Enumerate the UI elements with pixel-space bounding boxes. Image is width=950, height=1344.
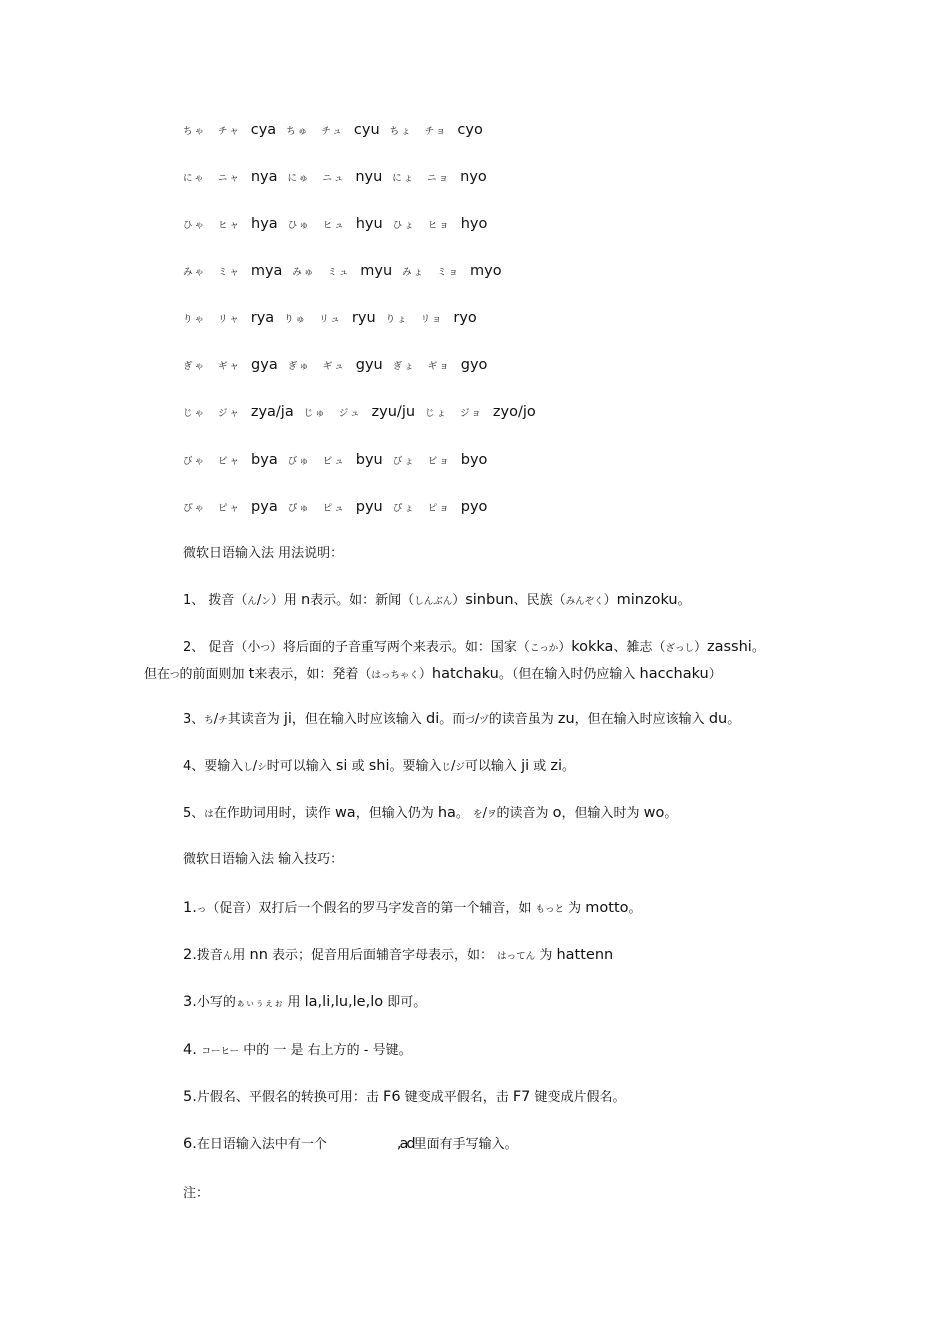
romaji-cell: zyu/ju xyxy=(371,404,416,420)
text: du xyxy=(708,711,728,727)
katakana-cell: チョ xyxy=(424,126,448,137)
hiragana-cell: りゃ xyxy=(183,314,207,325)
text: じ xyxy=(441,762,452,773)
katakana-cell: ミャ xyxy=(218,267,241,278)
text: ぁぃぅぇぉ xyxy=(235,998,284,1009)
text: ji xyxy=(283,711,292,727)
hiragana-cell: みゃ xyxy=(183,267,207,278)
katakana-cell: ニャ xyxy=(217,173,241,184)
note-label: 注： xyxy=(183,1186,210,1201)
text: 。 xyxy=(727,712,741,727)
romaji-cell: rya xyxy=(250,310,275,326)
text: sinbun xyxy=(465,592,514,608)
text: 1、 拨音（ xyxy=(183,593,248,608)
text: 的读音虽为 xyxy=(488,712,558,727)
katakana-cell: チュ xyxy=(321,126,344,137)
text: 1. xyxy=(183,900,197,916)
katakana-cell: ミョ xyxy=(437,267,460,278)
text: 2、 促音（小 xyxy=(183,640,261,655)
text: F6 xyxy=(382,1089,401,1105)
text: 。 xyxy=(664,806,678,821)
hiragana-cell: りゅ xyxy=(284,314,308,325)
kana-row xyxy=(183,168,497,188)
tip-5 xyxy=(183,1088,626,1107)
text: 其读音为 xyxy=(227,712,284,727)
text: ）将后面的子音重写两个来表示。如：国家（ xyxy=(269,640,530,655)
text: 片假名、平假名的转换可用：击 xyxy=(196,1090,383,1105)
text: し xyxy=(243,762,253,773)
usage-item-2-continued xyxy=(144,665,722,685)
usage-item-5 xyxy=(183,804,677,824)
text: ha xyxy=(437,805,456,821)
romaji-cell: bya xyxy=(251,452,278,468)
hiragana-cell: ぴょ xyxy=(392,503,416,514)
text: 4、要输入 xyxy=(183,759,244,774)
hiragana-cell: みょ xyxy=(402,267,426,278)
katakana-cell: ギョ xyxy=(427,361,451,372)
hiragana-cell: ちゅ xyxy=(286,126,310,137)
text: づ xyxy=(465,715,475,726)
text: 3. xyxy=(183,994,197,1010)
text: ヲ xyxy=(486,809,497,820)
text: 6. xyxy=(183,1136,197,1152)
katakana-cell: ヒャ xyxy=(218,220,242,231)
romaji-cell: gyu xyxy=(355,357,383,373)
text: o xyxy=(552,805,562,821)
tip-4 xyxy=(183,1041,412,1061)
text: シ xyxy=(257,762,267,773)
text: 表示；促音用后面辅音字母表示，如： xyxy=(267,948,498,963)
romaji-cell: cya xyxy=(250,122,277,138)
text: ） xyxy=(603,593,617,608)
text: ji xyxy=(521,758,530,774)
text: コーヒー xyxy=(201,1046,240,1057)
kana-row xyxy=(183,309,487,329)
hiragana-cell: じょ xyxy=(425,408,449,419)
text: はってん xyxy=(497,951,536,962)
text: 2. xyxy=(183,947,197,963)
katakana-cell: ギュ xyxy=(322,361,346,372)
hiragana-cell: びゅ xyxy=(287,456,311,467)
text: は xyxy=(204,809,214,820)
hiragana-cell: にゃ xyxy=(183,173,206,184)
hiragana-cell: ちゃ xyxy=(183,126,207,137)
hiragana-cell: ひゃ xyxy=(183,220,207,231)
text: ） xyxy=(558,640,572,655)
text: 小写的 xyxy=(196,995,236,1010)
text: 。要输入 xyxy=(389,759,442,774)
text: / xyxy=(474,712,480,727)
text: / xyxy=(451,759,456,774)
tips-heading: 微软日语输入法 输入技巧： xyxy=(183,852,344,867)
tip-3 xyxy=(183,993,426,1013)
romaji-cell: pya xyxy=(251,499,278,515)
romaji-cell: gyo xyxy=(460,357,488,373)
hiragana-cell: ひゅ xyxy=(287,220,311,231)
text: 。 xyxy=(628,901,642,916)
text: hacchaku xyxy=(639,666,709,682)
romaji-cell: byo xyxy=(460,452,488,468)
text: ざっし xyxy=(665,643,694,654)
romaji-cell: zyo/jo xyxy=(492,404,536,420)
text: wa xyxy=(334,805,356,821)
text: 在作助词用时，读作 xyxy=(213,806,335,821)
hiragana-cell: ぴゃ xyxy=(183,503,207,514)
text: ,ad xyxy=(396,1136,414,1152)
hiragana-cell: びゃ xyxy=(183,456,207,467)
text: ） xyxy=(708,667,722,682)
romaji-cell: gya xyxy=(251,357,278,373)
text: ん xyxy=(222,951,233,962)
romaji-cell: cyo xyxy=(457,122,483,138)
kana-row xyxy=(183,451,497,471)
text: 4. xyxy=(183,1042,202,1058)
text: ，但在输入时应该输入 xyxy=(291,712,427,727)
text: 、雑志（ xyxy=(613,640,666,655)
katakana-cell: リュ xyxy=(319,314,342,325)
text: ）用 xyxy=(270,593,301,608)
katakana-cell: ジュ xyxy=(338,408,362,419)
text: しんぶん xyxy=(414,596,453,607)
hiragana-cell: みゅ xyxy=(292,267,316,278)
katakana-cell: ミュ xyxy=(327,267,351,278)
katakana-cell: ビャ xyxy=(218,456,242,467)
katakana-cell: ビョ xyxy=(427,456,451,467)
text: 。 xyxy=(677,593,691,608)
romaji-cell: myo xyxy=(469,263,502,279)
text: チ xyxy=(218,715,228,726)
hiragana-cell: ぎょ xyxy=(392,361,416,372)
katakana-cell: ギャ xyxy=(218,361,242,372)
text: ン xyxy=(261,596,271,607)
katakana-cell: ジョ xyxy=(460,408,483,419)
romaji-cell: mya xyxy=(250,263,283,279)
text: （促音）双打后一个假名的罗马字发音的第一个辅音，如 xyxy=(206,901,536,916)
text: 。 xyxy=(751,640,765,655)
text: 。而 xyxy=(439,712,466,727)
hiragana-cell: じゃ xyxy=(183,408,207,419)
text: 用 xyxy=(283,995,305,1010)
text: 但在 xyxy=(144,667,171,682)
text: ，但输入仍为 xyxy=(355,806,438,821)
hiragana-cell: びょ xyxy=(392,456,416,467)
text: zasshi xyxy=(707,639,752,655)
katakana-cell: リャ xyxy=(218,314,241,325)
romaji-cell: hya xyxy=(251,216,278,232)
text: / xyxy=(213,712,219,727)
katakana-cell: チャ xyxy=(218,126,241,137)
text: こっか xyxy=(529,643,559,654)
hiragana-cell: じゅ xyxy=(303,408,327,419)
text: t xyxy=(248,666,255,682)
tip-1 xyxy=(183,899,642,919)
text: ） xyxy=(452,593,466,608)
katakana-cell: ニュ xyxy=(322,173,346,184)
text: nn xyxy=(249,947,268,963)
text: ジ xyxy=(455,762,465,773)
text: zu xyxy=(557,711,575,727)
text: 或 xyxy=(529,759,551,774)
text: ） xyxy=(418,667,432,682)
hiragana-cell: ぎゅ xyxy=(287,361,311,372)
text: / xyxy=(252,759,258,774)
text: 表示。如：新闻（ xyxy=(310,593,415,608)
katakana-cell: ヒョ xyxy=(427,220,451,231)
romaji-cell: ryo xyxy=(453,310,477,326)
hiragana-cell: ひょ xyxy=(392,220,416,231)
text: 。（但在输入时仍应输入 xyxy=(498,667,640,682)
text: wo xyxy=(643,805,665,821)
text: もっと xyxy=(535,904,565,915)
text: 在日语输入法中有一个 xyxy=(196,1137,327,1152)
text: 里面有手写输入。 xyxy=(413,1137,518,1152)
text: / xyxy=(256,593,262,608)
romaji-cell: myu xyxy=(360,263,393,279)
text: F7 xyxy=(512,1089,531,1105)
kana-row xyxy=(183,215,497,235)
text: 5、 xyxy=(183,806,205,821)
text: っ xyxy=(196,904,207,915)
text: 3、 xyxy=(183,712,205,727)
text: 5. xyxy=(183,1089,197,1105)
text: 即可。 xyxy=(383,995,427,1010)
usage-item-1 xyxy=(183,591,691,611)
kana-row xyxy=(183,121,493,141)
text: ち xyxy=(204,715,214,726)
hiragana-cell: にょ xyxy=(392,173,416,184)
katakana-cell: ビュ xyxy=(322,456,346,467)
text: la,li,lu,le,lo xyxy=(304,994,384,1010)
kana-row xyxy=(183,403,546,423)
katakana-cell: ニョ xyxy=(427,173,451,184)
hiragana-cell: ちょ xyxy=(389,126,413,137)
romaji-cell: pyo xyxy=(460,499,488,515)
text: つ xyxy=(170,670,180,681)
text: kokka xyxy=(571,639,614,655)
text: shi xyxy=(368,758,390,774)
text: 为 xyxy=(564,901,586,916)
romaji-cell: hyu xyxy=(355,216,383,232)
romaji-cell: ryu xyxy=(351,310,376,326)
romaji-cell: nyo xyxy=(460,169,487,185)
text: / xyxy=(482,806,487,821)
text: 时可以输入 xyxy=(266,759,336,774)
text: hatchaku xyxy=(431,666,499,682)
text: を xyxy=(473,809,483,820)
text: motto xyxy=(585,900,629,916)
text: ん xyxy=(247,596,257,607)
romaji-cell: nyu xyxy=(355,169,383,185)
text: 拨音 xyxy=(196,948,223,963)
text: みんぞく xyxy=(565,596,604,607)
text: si xyxy=(335,758,348,774)
text: 、民族（ xyxy=(513,593,566,608)
text: ，但在输入时应该输入 xyxy=(574,712,709,727)
katakana-cell: ジャ xyxy=(218,408,241,419)
text: di xyxy=(426,711,440,727)
katakana-cell: リョ xyxy=(420,314,444,325)
katakana-cell: ピャ xyxy=(218,503,242,514)
romaji-cell: byu xyxy=(355,452,383,468)
romaji-cell: zya/ja xyxy=(250,404,294,420)
text: 用 xyxy=(232,948,250,963)
usage-item-3 xyxy=(183,710,740,730)
text: 中的 一 是 右上方的 - 号键。 xyxy=(239,1043,412,1058)
hiragana-cell: ぴゅ xyxy=(287,503,311,514)
text: ，但输入时为 xyxy=(561,806,644,821)
text: つ xyxy=(260,643,270,654)
text: 为 xyxy=(535,948,557,963)
romaji-cell: hyo xyxy=(460,216,488,232)
text: ） xyxy=(693,640,707,655)
text: n xyxy=(300,592,311,608)
kana-row xyxy=(183,498,497,518)
text: 的读音为 xyxy=(496,806,553,821)
katakana-cell: ピョ xyxy=(427,503,451,514)
romaji-cell: nya xyxy=(250,169,278,185)
text: minzoku xyxy=(616,592,678,608)
katakana-cell: ピュ xyxy=(322,503,346,514)
text: 的前面则加 xyxy=(179,667,249,682)
romaji-cell: pyu xyxy=(355,499,383,515)
kana-row xyxy=(183,262,512,282)
text: はっちゃく xyxy=(371,670,419,681)
text: 可以输入 xyxy=(464,759,522,774)
tip-6 xyxy=(183,1135,518,1154)
tip-2 xyxy=(183,946,613,966)
text: 来表示，如：発着（ xyxy=(254,667,372,682)
text: ヅ xyxy=(479,715,489,726)
usage-heading: 微软日语输入法 用法说明： xyxy=(183,546,344,561)
hiragana-cell: りょ xyxy=(385,314,409,325)
text: 键变成平假名，击 xyxy=(400,1090,513,1105)
text: 。 xyxy=(562,759,576,774)
usage-item-4 xyxy=(183,757,575,777)
text: 。 xyxy=(455,806,474,821)
text: 键变成片假名。 xyxy=(530,1090,626,1105)
text: 或 xyxy=(347,759,369,774)
katakana-cell: ヒュ xyxy=(322,220,346,231)
romaji-cell: cyu xyxy=(353,122,380,138)
text: zi xyxy=(550,758,563,774)
hiragana-cell: にゅ xyxy=(287,173,311,184)
usage-item-2 xyxy=(183,638,765,658)
kana-row xyxy=(183,356,497,376)
text: hattenn xyxy=(556,947,614,963)
hiragana-cell: ぎゃ xyxy=(183,361,207,372)
